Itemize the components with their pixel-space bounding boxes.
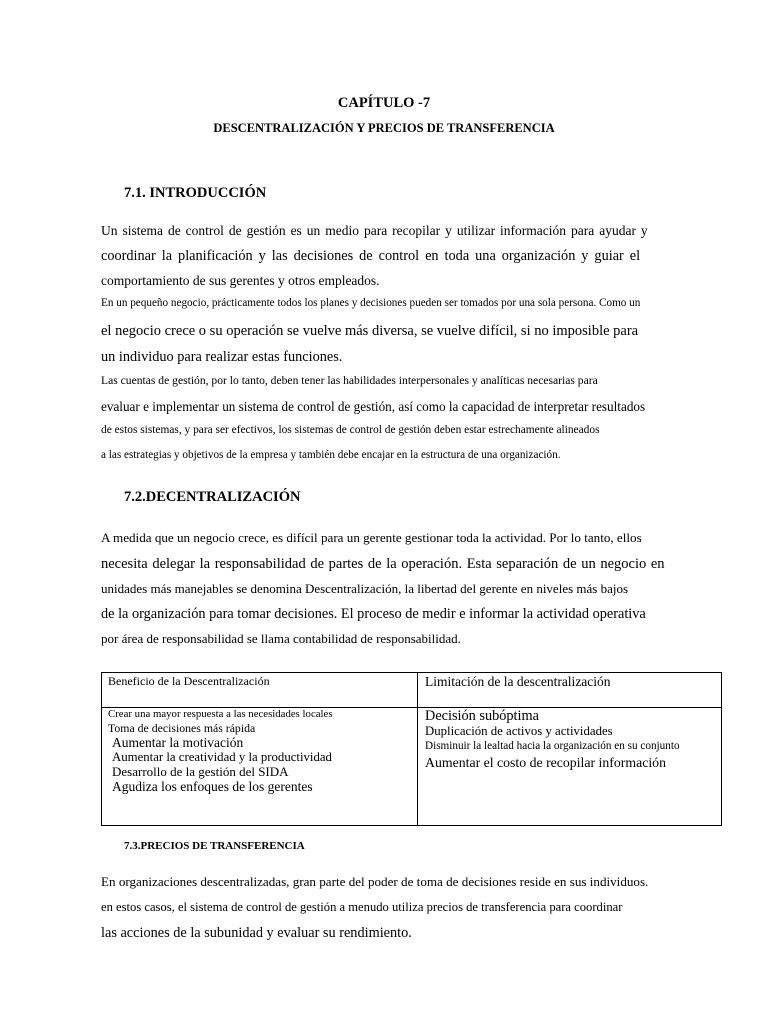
- chapter-title: CAPÍTULO -7: [337, 95, 431, 111]
- limitation-item: Aumentar el costo de recopilar información: [425, 755, 666, 771]
- intro-line-4: En un pequeño negocio, prácticamente todos los planes y decisiones pueden ser tomados por una sola persona. Como un: [101, 297, 641, 309]
- benefit-item: Agudiza los enfoques de los gerentes: [112, 778, 313, 794]
- transfer-line-1: En organizaciones descentralizadas, gran parte del poder de toma de decisiones reside en sus individuos.: [101, 874, 649, 889]
- intro-line-6: un individuo para realizar estas funciones.: [101, 349, 343, 365]
- intro-line-10: a las estrategias y objetivos de la empresa y también debe encajar en la estructura de una organización.: [101, 449, 561, 461]
- section-heading-transfer: 7.3.PRECIOS DE TRANSFERENCIA: [124, 840, 305, 852]
- intro-line-2: coordinar la planificación y las decisiones de control en toda una organización y guiar el: [101, 248, 641, 264]
- transfer-line-2: en estos casos, el sistema de control de gestión a menudo utiliza precios de transferencia para coordinar: [101, 900, 623, 914]
- limitation-item: Decisión subóptima: [425, 708, 539, 724]
- decentralization-line-1: A medida que un negocio crece, es difícil para un gerente gestionar toda la actividad. Por lo tanto, ellos: [101, 530, 642, 545]
- decentralization-line-3: unidades más manejables se denomina Descentralización, la libertad del gerente en niveles más bajos: [101, 581, 629, 596]
- decentralization-line-2: necesita delegar la responsabilidad de partes de la operación. Esta separación de un negocio en: [101, 556, 665, 572]
- intro-line-8: evaluar e implementar un sistema de control de gestión, así como la capacidad de interpretar resultados: [101, 399, 646, 414]
- header-benefits-label: Beneficio de la Descentralización: [108, 674, 270, 688]
- decentralization-line-4: de la organización para tomar decisiones. El proceso de medir e informar la actividad operativa: [101, 606, 646, 622]
- intro-line-3: comportamiento de sus gerentes y otros empleados.: [101, 273, 380, 288]
- benefit-item: Aumentar la creatividad y la productividad: [112, 749, 332, 764]
- decentralization-line-5: por área de responsabilidad se llama contabilidad de responsabilidad.: [101, 631, 461, 646]
- chapter-subtitle: DESCENTRALIZACIÓN Y PRECIOS DE TRANSFERENCIA: [213, 121, 555, 135]
- table-header-row: [102, 673, 722, 708]
- section-heading-intro: 7.1. INTRODUCCIÓN: [124, 185, 267, 201]
- decentralization-table: [101, 672, 722, 826]
- transfer-line-3: las acciones de la subunidad y evaluar su rendimiento.: [101, 925, 412, 941]
- limitations-cell: [418, 708, 722, 826]
- intro-line-9: de estos sistemas, y para ser efectivos, los sistemas de control de gestión deben estar estrechamente alineados: [101, 424, 600, 436]
- benefit-item: Crear una mayor respuesta a las necesidades locales: [108, 708, 333, 720]
- section-heading-decentralization: 7.2.DECENTRALIZACIÓN: [124, 489, 301, 505]
- table-body-row: [102, 708, 722, 826]
- table-header-limitations: [418, 673, 722, 708]
- table-header-benefits: [102, 673, 418, 708]
- benefit-item: Aumentar la motivación: [112, 734, 244, 750]
- header-limitations-label: Limitación de la descentralización: [425, 674, 611, 689]
- benefit-item: Toma de decisiones más rápida: [108, 721, 256, 736]
- limitation-item: Disminuir la lealtad hacia la organización en su conjunto: [425, 740, 680, 753]
- benefits-cell: [102, 708, 418, 826]
- intro-line-7: Las cuentas de gestión, por lo tanto, deben tener las habilidades interpersonales y analíticas necesarias para: [101, 374, 598, 387]
- benefit-item: Desarrollo de la gestión del SIDA: [112, 764, 289, 780]
- intro-line-1: Un sistema de control de gestión es un medio para recopilar y utilizar información para ayudar y: [101, 223, 648, 238]
- limitation-item: Duplicación de activos y actividades: [425, 724, 613, 738]
- intro-line-5: el negocio crece o su operación se vuelve más diversa, se vuelve difícil, si no imposible para: [101, 323, 639, 339]
